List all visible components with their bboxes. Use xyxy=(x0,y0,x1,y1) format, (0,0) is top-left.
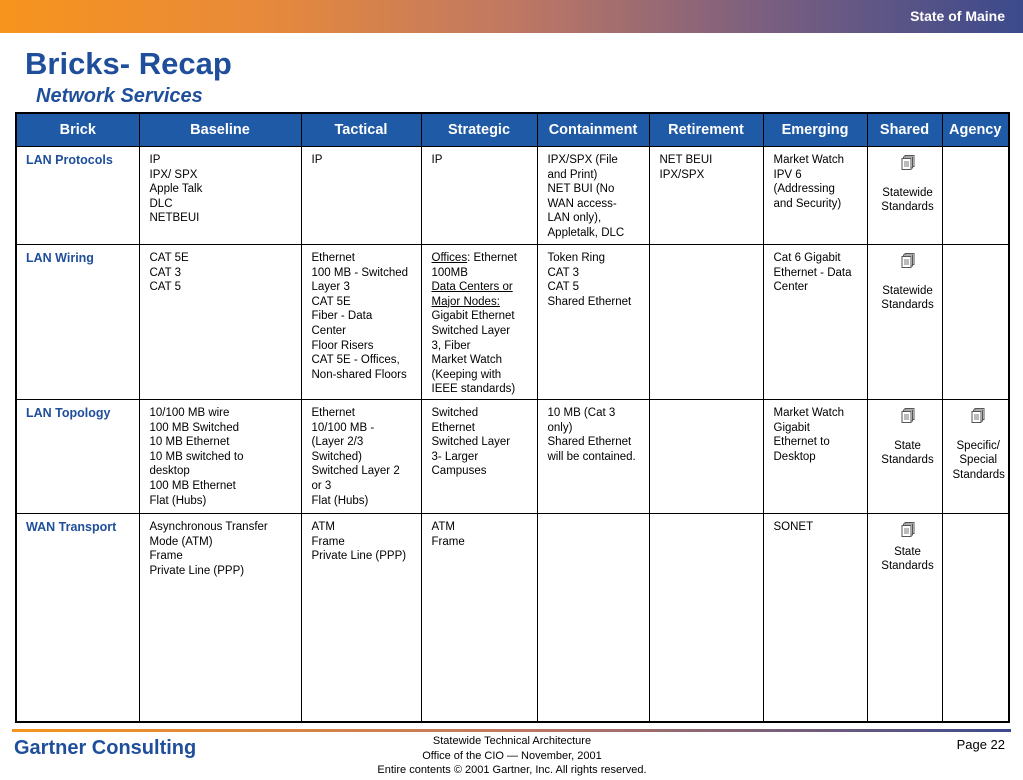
emerging-cell: SONET xyxy=(763,513,867,722)
emerging-cell: Cat 6 Gigabit Ethernet - Data Center xyxy=(763,245,867,400)
shared-cell: State Standards xyxy=(867,399,942,513)
footer-notice xyxy=(300,734,724,778)
brick-name: LAN Wiring xyxy=(16,245,139,400)
retirement-cell xyxy=(649,513,763,722)
emerging-cell: Market Watch IPV 6 (Addressing and Security) xyxy=(763,147,867,245)
slide-subtitle: Network Services xyxy=(36,85,203,107)
containment-cell: IPX/SPX (File and Print) NET BUI (No WAN access- LAN only), Appletalk, DLC xyxy=(537,147,649,245)
slide-title: Bricks- Recap xyxy=(25,46,232,81)
footer-divider xyxy=(12,729,1011,732)
retirement-cell xyxy=(649,245,763,400)
table-row xyxy=(16,399,1009,513)
shared-cell: Statewide Standards xyxy=(867,147,942,245)
document-icon xyxy=(971,408,985,424)
baseline-cell: IP IPX/ SPX Apple Talk DLC NETBEUI xyxy=(139,147,301,245)
retirement-cell: NET BEUI IPX/SPX xyxy=(649,147,763,245)
organization-name: State of Maine xyxy=(910,8,1005,24)
brick-name: LAN Topology xyxy=(16,399,139,513)
shared-cell: Statewide Standards xyxy=(867,245,942,400)
footer-line: Office of the CIO — November, 2001 xyxy=(422,749,602,762)
footer-line: Statewide Technical Architecture xyxy=(432,735,592,747)
table-row xyxy=(16,513,1009,722)
emerging-cell: Market Watch Gigabit Ethernet to Desktop xyxy=(763,399,867,513)
tactical-cell: Ethernet 100 MB - Switched Layer 3 CAT 5E Fiber - Data Center Floor Risers CAT 5E - Offices, Non-shared Floors xyxy=(301,245,421,400)
strategic-cell: Offices: Ethernet 100MB Data Centers or Major Nodes: Gigabit Ethernet Switched Layer 3, Fiber Market Watch (Keeping with IEEE standards) xyxy=(421,245,537,400)
column-header-tactical: Tactical xyxy=(301,113,421,147)
baseline-cell: Asynchronous Transfer Mode (ATM) Frame Private Line (PPP) xyxy=(139,513,301,722)
column-header-strategic: Strategic xyxy=(421,113,537,147)
table-row xyxy=(16,147,1009,245)
agency-cell: Specific/ Special Standards xyxy=(942,399,1009,513)
containment-cell xyxy=(537,513,649,722)
footer-brand: Gartner Consulting xyxy=(14,737,197,759)
retirement-cell xyxy=(649,399,763,513)
shared-cell: State Standards xyxy=(867,513,942,722)
baseline-cell: 10/100 MB wire 100 MB Switched 10 MB Ethernet 10 MB switched to desktop 100 MB Ethernet Flat (Hubs) xyxy=(139,399,301,513)
baseline-cell: CAT 5E CAT 3 CAT 5 xyxy=(139,245,301,400)
document-icon xyxy=(901,408,915,424)
column-header-brick: Brick xyxy=(16,113,139,147)
document-icon xyxy=(901,253,915,269)
agency-cell xyxy=(942,147,1009,245)
strategic-cell: ATM Frame xyxy=(421,513,537,722)
agency-cell xyxy=(942,245,1009,400)
column-header-retirement: Retirement xyxy=(649,113,763,147)
document-icon xyxy=(901,522,915,538)
brick-name: WAN Transport xyxy=(16,513,139,722)
tactical-cell: Ethernet 10/100 MB - (Layer 2/3 Switched) Switched Layer 2 or 3 Flat (Hubs) xyxy=(301,399,421,513)
page-number: Page 22 xyxy=(956,737,1005,752)
tactical-cell: IP xyxy=(301,147,421,245)
footer-line: Entire contents © 2001 Gartner, Inc. All rights reserved. xyxy=(377,764,647,776)
containment-cell: Token Ring CAT 3 CAT 5 Shared Ethernet xyxy=(537,245,649,400)
agency-cell xyxy=(942,513,1009,722)
document-icon xyxy=(901,155,915,171)
table-header-row xyxy=(16,113,1009,147)
containment-cell: 10 MB (Cat 3 only) Shared Ethernet will be contained. xyxy=(537,399,649,513)
bricks-table xyxy=(15,112,1010,723)
column-header-baseline: Baseline xyxy=(139,113,301,147)
strategic-cell: IP xyxy=(421,147,537,245)
strategic-cell: Switched Ethernet Switched Layer 3- Larger Campuses xyxy=(421,399,537,513)
table-row xyxy=(16,245,1009,400)
column-header-emerging: Emerging xyxy=(763,113,867,147)
column-header-shared: Shared xyxy=(867,113,942,147)
column-header-containment: Containment xyxy=(537,113,649,147)
brick-name: LAN Protocols xyxy=(16,147,139,245)
column-header-agency: Agency xyxy=(942,113,1009,147)
tactical-cell: ATM Frame Private Line (PPP) xyxy=(301,513,421,722)
top-banner xyxy=(0,0,1023,33)
